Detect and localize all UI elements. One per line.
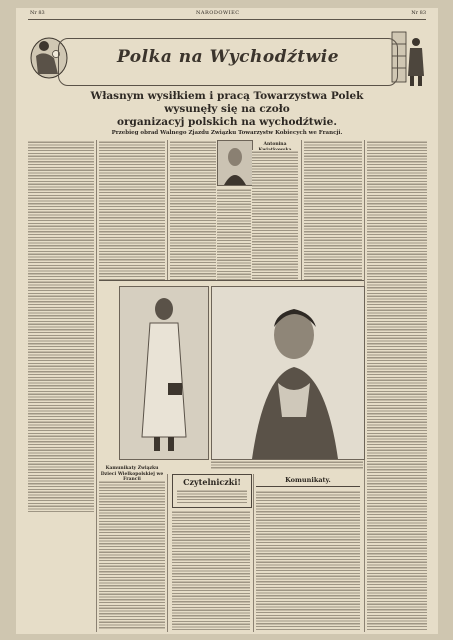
photo-woman-portrait <box>211 286 365 460</box>
text-column-4b <box>217 188 251 280</box>
photo-caption-right <box>211 460 363 470</box>
photo-woman-coat <box>119 286 209 460</box>
photo-caption-left-line-2: Dzieci Wielkopolskiej we <box>100 471 164 477</box>
column-rule <box>96 140 97 632</box>
page-number-right: Nr 83 <box>411 10 426 16</box>
column-rule <box>253 474 254 632</box>
text-column-bottom-3 <box>172 510 250 630</box>
text-column-3 <box>170 140 216 280</box>
cytelniczki-box <box>172 474 252 508</box>
headline-main <box>68 90 386 129</box>
headline-line-1: Własnym wysiłkiem i pracą Towarzystwa Polek wysunęły się na czoło <box>90 90 364 115</box>
headline-line-2: organizacyj polskich na wychodźtwie. <box>117 116 337 128</box>
section-title: Polka na Wychodźtwie <box>116 47 340 67</box>
text-column-1 <box>28 140 94 512</box>
photo-caption-left-line-1: Kamunikaty Związku <box>105 466 159 471</box>
portrait-photo <box>217 140 253 186</box>
woman-portrait-figure <box>212 287 364 459</box>
text-column-2 <box>99 140 165 280</box>
text-column-6 <box>367 140 427 630</box>
portrait-figure <box>218 141 252 185</box>
komunikaty-title: Komunikaty. <box>285 476 331 484</box>
text-column-bottom-4 <box>256 490 360 630</box>
newspaper-page <box>16 8 438 634</box>
newspaper-name: NARODOWIEC <box>196 10 240 16</box>
column-rule <box>301 140 302 280</box>
page-number-left: Nr 83 <box>30 10 45 16</box>
portrait-caption: Antonina <box>263 142 287 147</box>
header-rule <box>28 19 426 20</box>
column-rule <box>167 140 168 280</box>
woman-in-coat-figure <box>120 287 208 459</box>
cytelniczki-title: Czytelniczki! <box>183 477 241 487</box>
komunikaty-heading <box>256 474 360 487</box>
section-banner <box>58 38 398 86</box>
column-rule <box>167 474 168 632</box>
cytelniczki-text <box>177 489 247 503</box>
headline-subtitle: Przebieg obrad Walnego Zjazdu Związku Towarzystw Kobiecych we Francji. <box>111 130 343 136</box>
text-column-4 <box>252 150 298 280</box>
text-column-5 <box>304 140 362 280</box>
section-rule <box>99 280 364 281</box>
text-column-bottom-2 <box>99 480 165 630</box>
page-header <box>16 8 438 18</box>
